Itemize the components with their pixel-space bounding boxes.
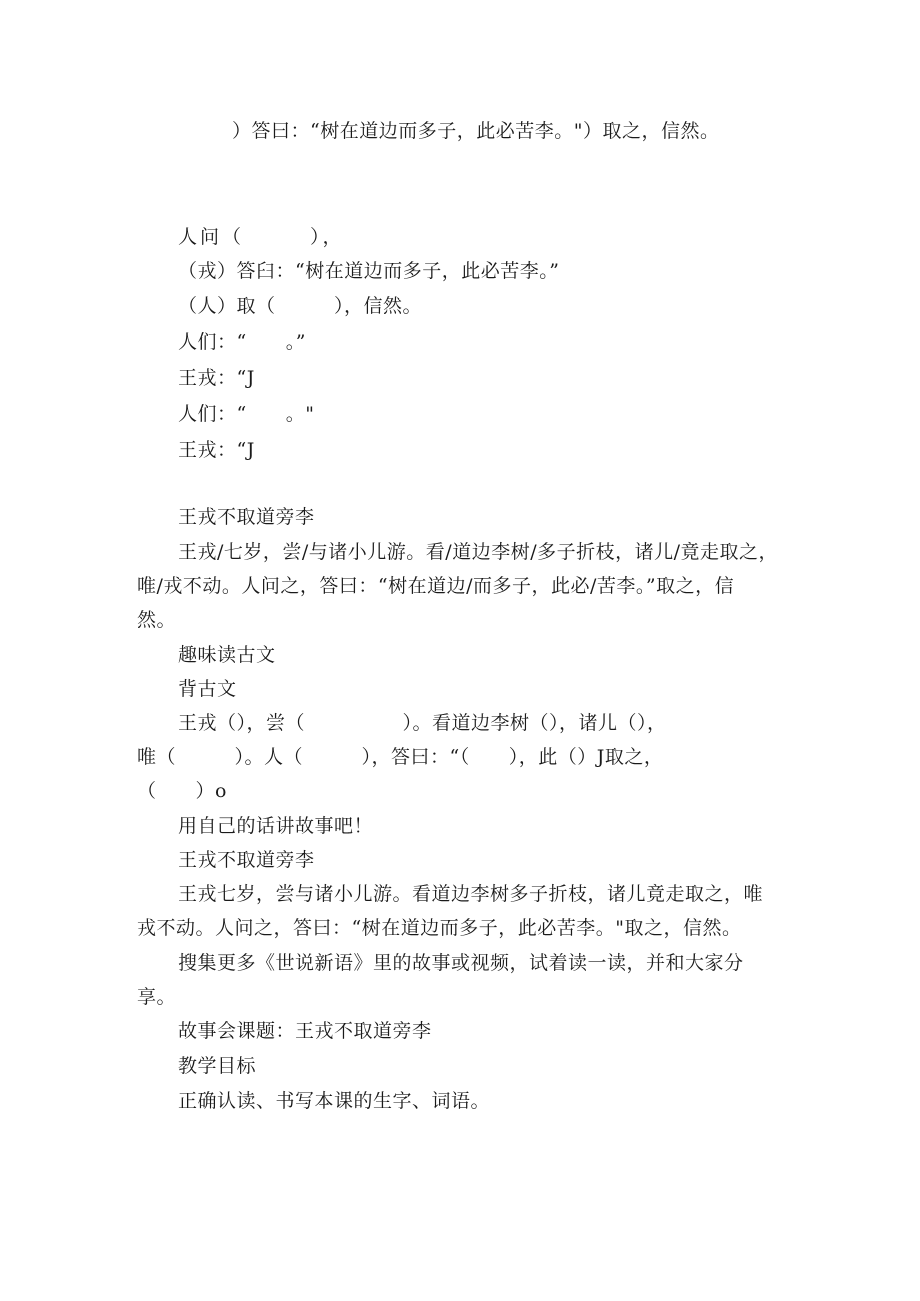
fill-blank-line-1: 王戎（），尝（ ）。看道边李树（），诸儿（）， xyxy=(178,712,667,734)
collect-task-line-1: 搜集更多《世说新语》里的故事或视频，试着读一读，并和大家分 xyxy=(178,952,744,974)
activity-retell-heading: 用自己的话讲故事吧！ xyxy=(178,815,374,837)
dialogue-line-6: 人们：“ 。" xyxy=(178,403,315,425)
dialogue-line-2: （戎）答臼：“树在道边而多子，此必苦李。” xyxy=(178,260,560,282)
top-fragment-line: ）答曰：“树在道边而多子，此必苦李。"）取之，信然。 xyxy=(232,120,720,142)
annotated-text-line-2: 唯/戎不动。人问之，答曰：“树在道边/而多子，此必/苦李。”取之，信 xyxy=(137,575,735,597)
collect-task-line-2: 享。 xyxy=(137,986,177,1008)
dialogue-line-4: 人们：“ 。” xyxy=(178,331,306,353)
fill-blank-line-2: 唯（ ）。人（ ），答曰：“（ ），此（）J取之， xyxy=(137,746,664,768)
fill-blank-line-3: （ ）o xyxy=(137,780,227,802)
story-title: 王戎不取道旁李 xyxy=(178,849,315,871)
story-text-line-1: 王戎七岁，尝与诸小儿游。看道边李树多子折枝，诸儿竟走取之，唯 xyxy=(178,883,764,905)
lesson-title: 故事会课题：王戎不取道旁李 xyxy=(178,1020,432,1042)
story-text-line-2: 戎不动。人问之，答曰：“树在道边而多子，此必苦李。"取之，信然。 xyxy=(137,917,742,939)
objective-item-1: 正确认读、书写本课的生字、词语。 xyxy=(178,1090,491,1112)
section-title: 王戎不取道旁李 xyxy=(178,506,315,528)
annotated-text-line-1: 王戎/七岁，尝/与诸小儿游。看/道边李树/多子折枝，诸儿/竟走取之， xyxy=(178,541,779,563)
objectives-heading: 教学目标 xyxy=(178,1055,257,1077)
annotated-text-line-3: 然。 xyxy=(137,609,177,631)
activity-read-heading: 趣味读古文 xyxy=(178,644,276,666)
dialogue-line-3: （人）取（ ），信然。 xyxy=(178,295,423,317)
dialogue-line-7: 王戎：“J xyxy=(178,439,255,461)
activity-recite-heading: 背古文 xyxy=(178,678,237,700)
dialogue-line-5: 王戎：“J xyxy=(178,367,255,389)
dialogue-line-1: 人问（ ）， xyxy=(178,226,345,248)
